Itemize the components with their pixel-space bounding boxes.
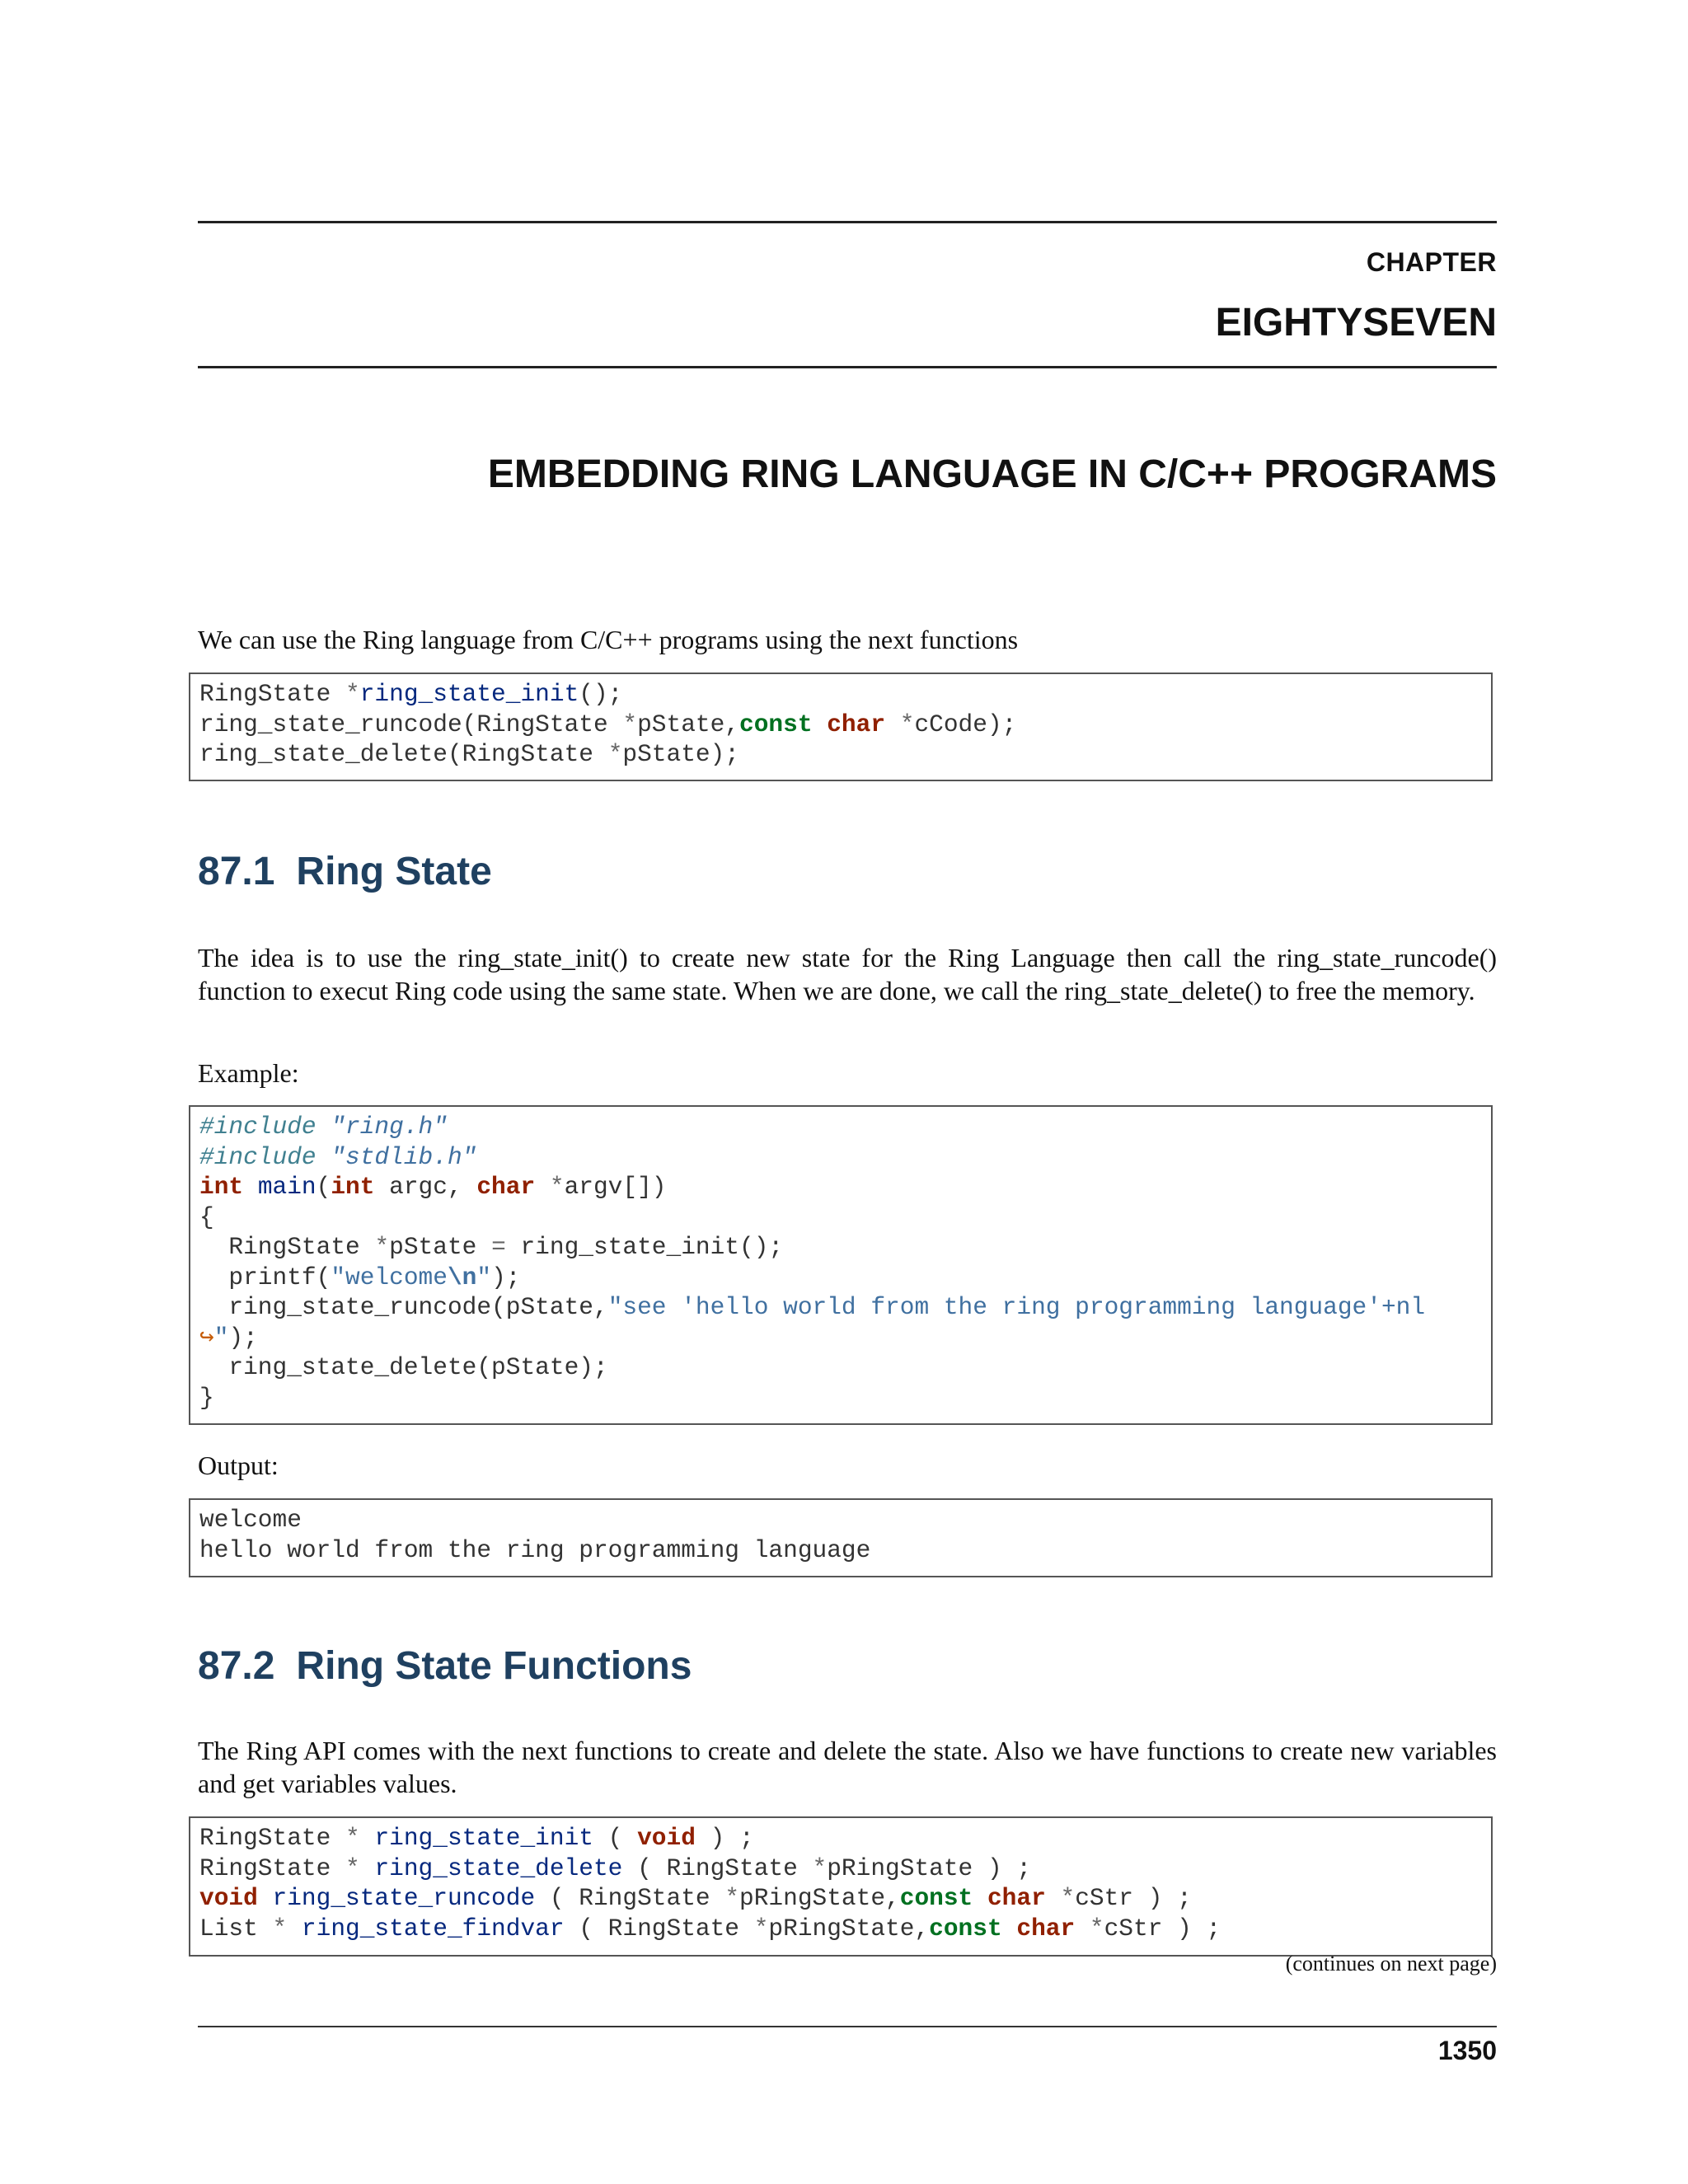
code-line: ↪"); xyxy=(199,1323,258,1352)
chapter-title: EMBEDDING RING LANGUAGE IN C/C++ PROGRAMS xyxy=(487,452,1497,496)
section2-paragraph: The Ring API comes with the next functions to create and delete the state. Also we have functions to create new variables and get variables values. xyxy=(198,1736,1497,1798)
output-line: hello world from the ring programming language xyxy=(199,1535,871,1564)
chapter-number: EIGHTYSEVEN xyxy=(1215,301,1497,344)
code-line: List * ring_state_findvar ( RingState *pRingState,const char *cStr ) ; xyxy=(199,1914,1221,1943)
example-label: Example: xyxy=(198,1058,299,1088)
code-line: ring_state_delete(pState); xyxy=(199,1353,608,1381)
chapter-label: CHAPTER xyxy=(1366,247,1497,277)
code-line: #include "ring.h" xyxy=(199,1113,448,1141)
section-heading-ring-state: 87.1 Ring State xyxy=(198,850,492,893)
code-line: void ring_state_runcode ( RingState *pRingState,const char *cStr ) ; xyxy=(199,1884,1192,1912)
code-block-example xyxy=(189,1105,1493,1425)
page-number: 1350 xyxy=(1437,2036,1497,2065)
code-line: { xyxy=(199,1202,214,1231)
code-block-functions xyxy=(189,1816,1493,1957)
code-line: ring_state_runcode(pState,"see 'hello world from the ring programming language'+nl xyxy=(199,1293,1426,1321)
code-block-output xyxy=(189,1498,1493,1577)
code-line: ring_state_delete(RingState *pState); xyxy=(199,740,740,768)
output-label: Output: xyxy=(198,1451,279,1480)
code-block-api xyxy=(189,673,1493,781)
code-line: RingState * ring_state_delete ( RingState *pRingState ) ; xyxy=(199,1854,1032,1882)
chapter-bottom-rule xyxy=(198,366,1497,368)
section-heading-ring-state-functions: 87.2 Ring State Functions xyxy=(198,1644,692,1688)
continues-note: (continues on next page) xyxy=(1285,1952,1497,1975)
intro-paragraph: We can use the Ring language from C/C++ programs using the next functions xyxy=(198,625,1019,654)
code-line: ring_state_runcode(RingState *pState,const char *cCode); xyxy=(199,710,1017,738)
footer-rule xyxy=(198,2026,1497,2027)
code-line: RingState * ring_state_init ( void ) ; xyxy=(199,1824,754,1852)
code-line: RingState *pState = ring_state_init(); xyxy=(199,1233,784,1261)
output-line: welcome xyxy=(199,1506,302,1534)
section1-paragraph: The idea is to use the ring_state_init() to create new state for the Ring Language then call the ring_state_runcode() function to execut Ring code using the same state. When we are done, we call the ring_state_delete() to free the memory. xyxy=(198,943,1497,1005)
code-line: } xyxy=(199,1383,214,1412)
code-line: RingState *ring_state_init(); xyxy=(199,680,623,708)
line-continuation-icon: ↪ xyxy=(199,1323,214,1352)
chapter-top-rule xyxy=(198,221,1497,223)
code-line: printf("welcome\n"); xyxy=(199,1263,521,1291)
code-line: #include "stdlib.h" xyxy=(199,1142,477,1171)
code-line: int main(int argc, char *argv[]) xyxy=(199,1173,667,1201)
